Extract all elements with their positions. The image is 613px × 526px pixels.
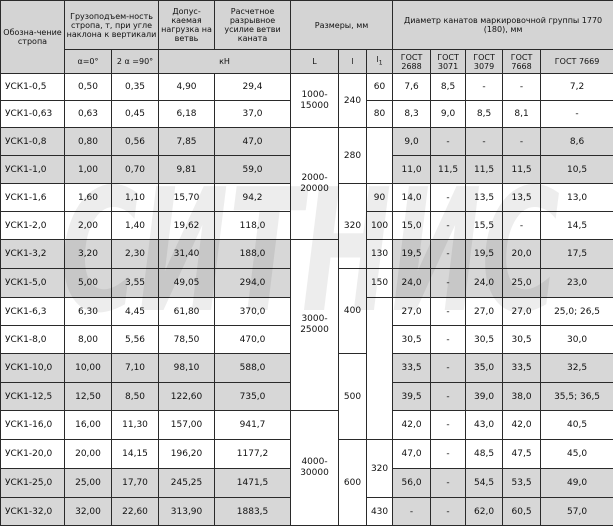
cell-gost-7668: 20,0 — [503, 240, 541, 269]
header-permissible-load: Допус-каемая нагрузка на ветвь — [159, 1, 215, 50]
cell-gost-7668: 13,5 — [503, 184, 541, 212]
cell-designation: УСК1-1,6 — [1, 184, 65, 212]
cell-gost-3071: - — [431, 354, 466, 383]
cell-gost-2688: 19,5 — [393, 240, 431, 269]
cell-capacity-0: 10,00 — [65, 354, 112, 383]
cell-gost-7669: 13,0 — [541, 184, 613, 212]
cell-gost-7668: 25,0 — [503, 269, 541, 298]
cell-l1: 430 — [367, 498, 393, 526]
cell-gost-2688: 15,0 — [393, 212, 431, 240]
cell-gost-7669: 17,5 — [541, 240, 613, 269]
cell-gost-7668: 47,5 — [503, 440, 541, 469]
cell-breaking-force: 370,0 — [215, 298, 291, 326]
cell-breaking-force: 588,0 — [215, 354, 291, 383]
header-unit-kn: кН — [159, 50, 291, 74]
cell-l1: 60 — [367, 74, 393, 101]
cell-capacity-90: 7,10 — [112, 354, 159, 383]
cell-breaking-force: 47,0 — [215, 128, 291, 156]
cell-l1 — [367, 298, 393, 440]
cell-gost-7669: 45,0 — [541, 440, 613, 469]
table-row — [1, 411, 613, 440]
cell-gost-3071: - — [431, 240, 466, 269]
cell-gost-7668: 53,5 — [503, 469, 541, 498]
cell-l: 280 — [339, 128, 367, 184]
cell-capacity-90: 8,50 — [112, 383, 159, 411]
table-row — [1, 74, 613, 101]
cell-gost-3071: - — [431, 298, 466, 326]
cell-capacity-90: 0,56 — [112, 128, 159, 156]
header-gost-2688: ГОСТ 2688 — [393, 50, 431, 74]
cell-capacity-90: 1,10 — [112, 184, 159, 212]
cell-gost-7668: - — [503, 212, 541, 240]
cell-gost-3079: 19,5 — [466, 240, 503, 269]
cell-gost-7668: - — [503, 74, 541, 101]
header-angle-0: α=0° — [65, 50, 112, 74]
cell-permissible-load: 9,81 — [159, 156, 215, 184]
cell-gost-3071: 9,0 — [431, 101, 466, 128]
cell-breaking-force: 294,0 — [215, 269, 291, 298]
cell-designation: УСК1-25,0 — [1, 469, 65, 498]
cell-breaking-force: 735,0 — [215, 383, 291, 411]
cell-capacity-0: 1,00 — [65, 156, 112, 184]
cell-l: 400 — [339, 269, 367, 354]
cell-gost-2688: 30,5 — [393, 326, 431, 354]
header-gost-7669: ГОСТ 7669 — [541, 50, 613, 74]
header-gost-3071: ГОСТ 3071 — [431, 50, 466, 74]
cell-gost-3071: - — [431, 212, 466, 240]
cell-gost-3071: - — [431, 411, 466, 440]
cell-gost-7669: 7,2 — [541, 74, 613, 101]
cell-l: 240 — [339, 74, 367, 128]
cell-permissible-load: 78,50 — [159, 326, 215, 354]
header-rope-diameter: Диаметр канатов маркировочной группы 1770 (180), мм — [393, 1, 613, 50]
cell-l: 320 — [339, 184, 367, 269]
cell-gost-3079: 62,0 — [466, 498, 503, 526]
cell-permissible-load: 313,90 — [159, 498, 215, 526]
header-designation: Обозна-чение стропа — [1, 1, 65, 74]
cell-capacity-90: 0,35 — [112, 74, 159, 101]
cell-designation: УСК1-20,0 — [1, 440, 65, 469]
cell-capacity-90: 17,70 — [112, 469, 159, 498]
cell-l1: 80 — [367, 101, 393, 128]
cell-gost-2688: 56,0 — [393, 469, 431, 498]
cell-gost-7669: 40,5 — [541, 411, 613, 440]
cell-permissible-load: 122,60 — [159, 383, 215, 411]
cell-capacity-0: 32,00 — [65, 498, 112, 526]
cell-breaking-force: 1471,5 — [215, 469, 291, 498]
cell-l1: 150 — [367, 269, 393, 298]
cell-designation: УСК1-0,63 — [1, 101, 65, 128]
cell-capacity-90: 11,30 — [112, 411, 159, 440]
header-gost-3079: ГОСТ 3079 — [466, 50, 503, 74]
cell-gost-7669: 57,0 — [541, 498, 613, 526]
cell-gost-7668: 11,5 — [503, 156, 541, 184]
cell-gost-2688: 33,5 — [393, 354, 431, 383]
cell-gost-2688: 9,0 — [393, 128, 431, 156]
cell-gost-2688: - — [393, 498, 431, 526]
cell-gost-3071: 11,5 — [431, 156, 466, 184]
cell-designation: УСК1-3,2 — [1, 240, 65, 269]
cell-designation: УСК1-8,0 — [1, 326, 65, 354]
cell-gost-3071: - — [431, 469, 466, 498]
header-load-capacity: Грузоподъем-ность стропа, т, при угле наклона к вертикали — [65, 1, 159, 50]
cell-capacity-0: 12,50 — [65, 383, 112, 411]
cell-gost-3071: - — [431, 383, 466, 411]
cell-gost-2688: 14,0 — [393, 184, 431, 212]
cell-gost-7668: 27,0 — [503, 298, 541, 326]
cell-gost-7668: 8,1 — [503, 101, 541, 128]
cell-gost-2688: 24,0 — [393, 269, 431, 298]
cell-capacity-90: 2,30 — [112, 240, 159, 269]
cell-L: 3000- 25000 — [291, 240, 339, 411]
cell-permissible-load: 49,05 — [159, 269, 215, 298]
cell-gost-3071: - — [431, 128, 466, 156]
cell-gost-3079: - — [466, 74, 503, 101]
cell-capacity-90: 4,45 — [112, 298, 159, 326]
cell-gost-7668: 42,0 — [503, 411, 541, 440]
cell-designation: УСК1-12,5 — [1, 383, 65, 411]
cell-gost-7669: 10,5 — [541, 156, 613, 184]
cell-capacity-90: 3,55 — [112, 269, 159, 298]
cell-l1 — [367, 128, 393, 184]
cell-l1: 320 — [367, 440, 393, 498]
cell-breaking-force: 59,0 — [215, 156, 291, 184]
cell-gost-3079: 11,5 — [466, 156, 503, 184]
cell-L: 1000- 15000 — [291, 74, 339, 128]
cell-capacity-0: 0,80 — [65, 128, 112, 156]
cell-capacity-0: 0,50 — [65, 74, 112, 101]
cell-gost-3079: 13,5 — [466, 184, 503, 212]
cell-breaking-force: 1883,5 — [215, 498, 291, 526]
cell-breaking-force: 941,7 — [215, 411, 291, 440]
cell-gost-3071: - — [431, 184, 466, 212]
cell-breaking-force: 37,0 — [215, 101, 291, 128]
cell-gost-7669: 49,0 — [541, 469, 613, 498]
cell-capacity-90: 0,45 — [112, 101, 159, 128]
cell-designation: УСК1-16,0 — [1, 411, 65, 440]
cell-permissible-load: 31,40 — [159, 240, 215, 269]
cell-gost-2688: 39,5 — [393, 383, 431, 411]
header-l: l — [339, 50, 367, 74]
cell-capacity-90: 14,15 — [112, 440, 159, 469]
cell-gost-3071: - — [431, 326, 466, 354]
cell-gost-7669: 25,0; 26,5 — [541, 298, 613, 326]
cell-permissible-load: 7,85 — [159, 128, 215, 156]
cell-gost-3079: 8,5 — [466, 101, 503, 128]
cell-capacity-0: 20,00 — [65, 440, 112, 469]
cell-gost-7669: 23,0 — [541, 269, 613, 298]
cell-gost-3079: 27,0 — [466, 298, 503, 326]
header-L: L — [291, 50, 339, 74]
cell-gost-3079: 30,5 — [466, 326, 503, 354]
cell-gost-7668: 33,5 — [503, 354, 541, 383]
table-row — [1, 128, 613, 156]
cell-gost-3079: 54,5 — [466, 469, 503, 498]
cell-gost-3079: - — [466, 128, 503, 156]
cell-gost-3071: - — [431, 440, 466, 469]
cell-breaking-force: 188,0 — [215, 240, 291, 269]
cell-designation: УСК1-10,0 — [1, 354, 65, 383]
cell-gost-2688: 8,3 — [393, 101, 431, 128]
cell-gost-3079: 24,0 — [466, 269, 503, 298]
cell-designation: УСК1-2,0 — [1, 212, 65, 240]
cell-gost-2688: 42,0 — [393, 411, 431, 440]
cell-capacity-0: 6,30 — [65, 298, 112, 326]
cell-l1: 90 — [367, 184, 393, 212]
cell-gost-7669: 32,5 — [541, 354, 613, 383]
header-angle-90: 2 α =90° — [112, 50, 159, 74]
cell-permissible-load: 157,00 — [159, 411, 215, 440]
cell-permissible-load: 6,18 — [159, 101, 215, 128]
cell-capacity-0: 8,00 — [65, 326, 112, 354]
header-breaking-force: Расчетное разрывное усилие ветви каната — [215, 1, 291, 50]
cell-gost-3079: 35,0 — [466, 354, 503, 383]
cell-breaking-force: 118,0 — [215, 212, 291, 240]
cell-capacity-0: 1,60 — [65, 184, 112, 212]
cell-permissible-load: 245,25 — [159, 469, 215, 498]
cell-capacity-90: 5,56 — [112, 326, 159, 354]
cell-designation: УСК1-5,0 — [1, 269, 65, 298]
cell-gost-3071: - — [431, 498, 466, 526]
cell-breaking-force: 29,4 — [215, 74, 291, 101]
cell-gost-3071: 8,5 — [431, 74, 466, 101]
cell-gost-7669: 35,5; 36,5 — [541, 383, 613, 411]
cell-designation: УСК1-32,0 — [1, 498, 65, 526]
cell-gost-7668: - — [503, 128, 541, 156]
cell-l: 600 — [339, 440, 367, 526]
header-gost-7668: ГОСТ 7668 — [503, 50, 541, 74]
cell-capacity-90: 1,40 — [112, 212, 159, 240]
cell-breaking-force: 1177,2 — [215, 440, 291, 469]
cell-gost-3079: 43,0 — [466, 411, 503, 440]
cell-capacity-90: 0,70 — [112, 156, 159, 184]
cell-l: 500 — [339, 354, 367, 440]
cell-L: 4000- 30000 — [291, 411, 339, 526]
cell-gost-7668: 38,0 — [503, 383, 541, 411]
cell-capacity-0: 3,20 — [65, 240, 112, 269]
cell-gost-7668: 60,5 — [503, 498, 541, 526]
cell-permissible-load: 19,62 — [159, 212, 215, 240]
cell-gost-2688: 27,0 — [393, 298, 431, 326]
cell-breaking-force: 94,2 — [215, 184, 291, 212]
header-row-sub — [1, 50, 613, 74]
cell-permissible-load: 61,80 — [159, 298, 215, 326]
cell-breaking-force: 470,0 — [215, 326, 291, 354]
cell-gost-2688: 11,0 — [393, 156, 431, 184]
cell-gost-3071: - — [431, 269, 466, 298]
cell-gost-2688: 47,0 — [393, 440, 431, 469]
cell-gost-7669: 14,5 — [541, 212, 613, 240]
cell-gost-7669: 8,6 — [541, 128, 613, 156]
header-dimensions: Размеры, мм — [291, 1, 393, 50]
cell-gost-3079: 15,5 — [466, 212, 503, 240]
cell-designation: УСК1-6,3 — [1, 298, 65, 326]
cell-designation: УСК1-1,0 — [1, 156, 65, 184]
cell-designation: УСК1-0,5 — [1, 74, 65, 101]
cell-gost-7668: 30,5 — [503, 326, 541, 354]
cell-gost-2688: 7,6 — [393, 74, 431, 101]
header-row-top — [1, 1, 613, 50]
cell-gost-7669: - — [541, 101, 613, 128]
cell-designation: УСК1-0,8 — [1, 128, 65, 156]
cell-capacity-0: 0,63 — [65, 101, 112, 128]
cell-capacity-0: 16,00 — [65, 411, 112, 440]
cell-permissible-load: 4,90 — [159, 74, 215, 101]
cell-L: 2000- 20000 — [291, 128, 339, 240]
cell-gost-3079: 48,5 — [466, 440, 503, 469]
cell-capacity-0: 5,00 — [65, 269, 112, 298]
cell-permissible-load: 15,70 — [159, 184, 215, 212]
cell-l1: 100 — [367, 212, 393, 240]
cell-capacity-0: 2,00 — [65, 212, 112, 240]
cell-gost-3079: 39,0 — [466, 383, 503, 411]
cell-l1: 130 — [367, 240, 393, 269]
cell-capacity-0: 25,00 — [65, 469, 112, 498]
table-row — [1, 240, 613, 269]
cell-permissible-load: 196,20 — [159, 440, 215, 469]
cell-capacity-90: 22,60 — [112, 498, 159, 526]
cell-gost-7669: 30,0 — [541, 326, 613, 354]
cell-permissible-load: 98,10 — [159, 354, 215, 383]
header-l1: $l_1$ — [367, 50, 393, 74]
